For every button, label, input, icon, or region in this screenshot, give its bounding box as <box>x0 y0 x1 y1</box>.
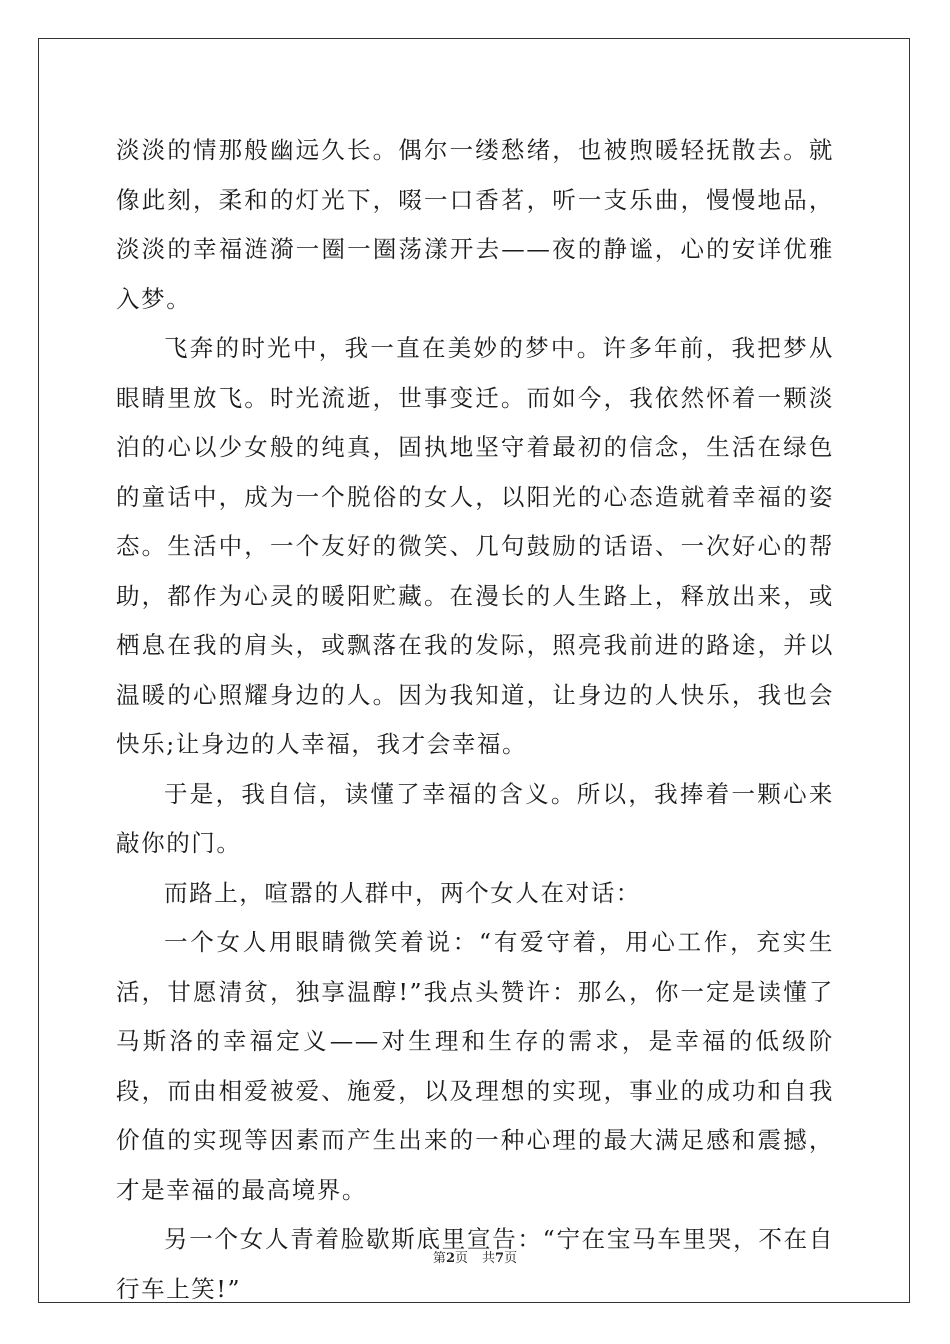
document-body <box>116 126 834 1314</box>
page-total: 共7页 <box>482 1251 518 1266</box>
paragraph-2: 飞奔的时光中，我一直在美妙的梦中。许多年前，我把梦从眼睛里放飞。时光流逝，世事变迁。而如今，我依然怀着一颗淡泊的心以少女般的纯真，固执地坚守着最初的信念，生活在绿色的童话中，成为一个脱俗的女人，以阳光的心态造就着幸福的姿态。生活中，一个友好的微笑、几句鼓励的话语、一次好心的帮助，都作为心灵的暖阳贮藏。在漫长的人生路上，释放出来，或栖息在我的肩头，或飘落在我的发际，照亮我前进的路途，并以温暖的心照耀身边的人。因为我知道，让身边的人快乐，我也会快乐;让身边的人幸福，我才会幸福。 <box>116 334 834 758</box>
paragraph-6: 另一个女人青着脸歇斯底里宣告：“宁在宝马车里哭，不在自行车上笑!” <box>116 1225 834 1303</box>
paragraph-4: 而路上，喧嚣的人群中，两个女人在对话： <box>164 878 641 907</box>
paragraph-1: 淡淡的情那般幽远久长。偶尔一缕愁绪，也被煦暖轻抚散去。就像此刻，柔和的灯光下，啜一口香茗，听一支乐曲，慢慢地品，淡淡的幸福涟漪一圈一圈荡漾开去——夜的静谧，心的安详优雅入梦。 <box>116 136 834 313</box>
page-footer <box>0 1247 950 1266</box>
paragraph-3: 于是，我自信，读懂了幸福的含义。所以，我捧着一颗心来敲你的门。 <box>116 779 834 857</box>
page-number: 第2页 <box>432 1251 468 1266</box>
paragraph-5: 一个女人用眼睛微笑着说：“有爱守着，用心工作，充实生活，甘愿清贫，独享温醇!”我点头赞许：那么，你一定是读懂了马斯洛的幸福定义——对生理和生存的需求，是幸福的低级阶段，而由相爱被爱、施爱，以及理想的实现，事业的成功和自我价值的实现等因素而产生出来的一种心理的最大满足感和震撼，才是幸福的最高境界。 <box>116 928 834 1204</box>
